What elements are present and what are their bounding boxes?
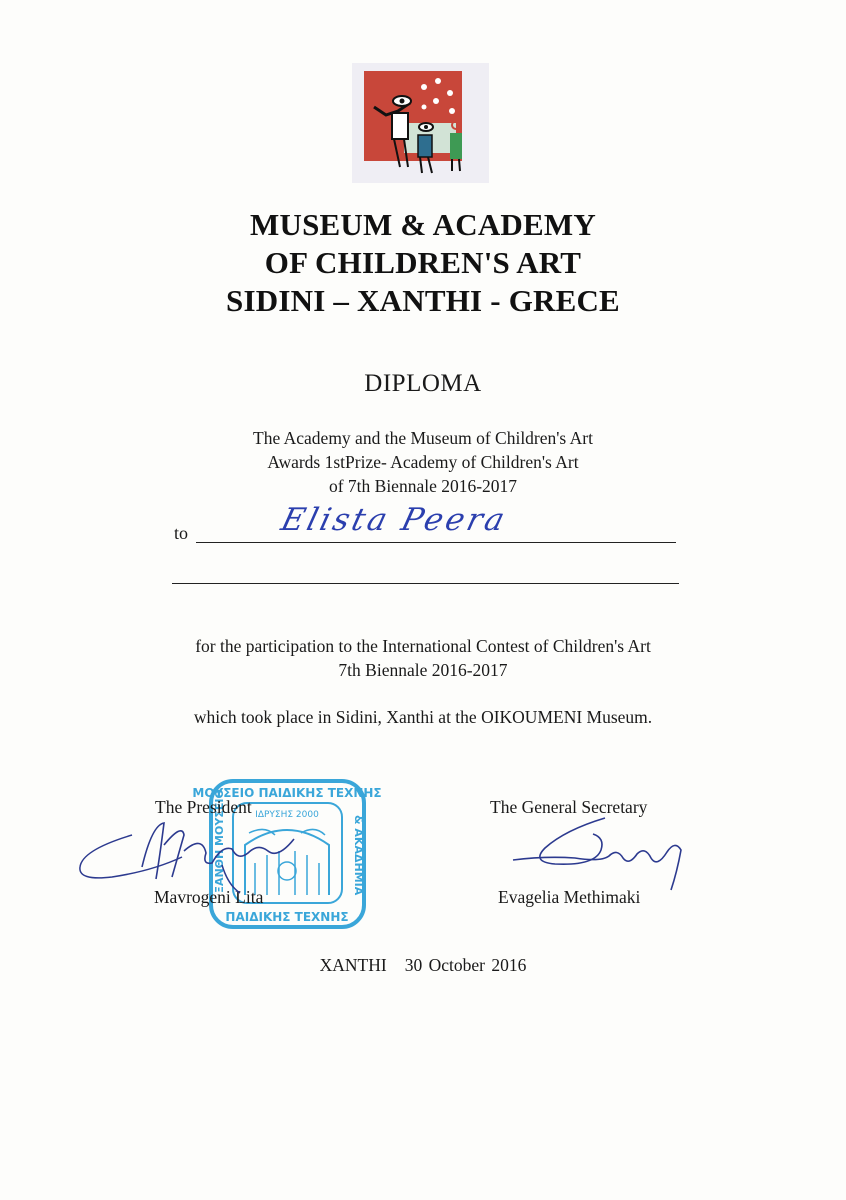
academy-logo [352, 63, 489, 183]
president-signature [72, 805, 312, 915]
award-line-1: The Academy and the Museum of Children's Art [253, 428, 593, 448]
svg-text:ΙΔΡΥΣΗΣ 2000: ΙΔΡΥΣΗΣ 2000 [255, 810, 319, 820]
institution-title-line-1: MUSEUM & ACADEMY [250, 207, 596, 242]
document-title: DIPLOMA [364, 370, 482, 397]
institution-location: SIDINI – XANTHI - GRECE [226, 283, 620, 318]
president-title: The President [155, 797, 252, 817]
recipient-name-handwritten: Elista Peera [277, 502, 512, 538]
issue-date-line [0, 955, 846, 976]
president-name: Mavrogeni Lita [154, 887, 264, 907]
award-line-3: of 7th Biennale 2016-2017 [328, 476, 518, 496]
award-line-2: Awards 1stPrize- Academy of Children's Art [267, 452, 579, 472]
recipient-line-extra [172, 583, 679, 584]
issue-city: XANTHI [319, 955, 387, 975]
to-label: to [174, 523, 189, 543]
svg-text:& ΑΚΑΔΗΜΙΑ: & ΑΚΑΔΗΜΙΑ [352, 815, 365, 896]
svg-text:ΜΟΥΣΕΙΟ ΠΑΙΔΙΚΗΣ ΤΕΧΝΗΣ: ΜΟΥΣΕΙΟ ΠΑΙΔΙΚΗΣ ΤΕΧΝΗΣ [192, 786, 382, 800]
secretary-signature [505, 810, 705, 895]
secretary-title: The General Secretary [490, 797, 648, 817]
svg-text:ΞΑΝΘΗ ΜΟΥΣΕΙΟ: ΞΑΝΘΗ ΜΟΥΣΕΙΟ [213, 789, 226, 893]
recipient-line [196, 542, 676, 543]
issue-date: 30 October 2016 [404, 955, 527, 975]
institution-title-line-2: OF CHILDREN'S ART [264, 245, 582, 280]
participation-line-1: for the participation to the International Contest of Children's Art [195, 636, 651, 656]
secretary-name: Evagelia Methimaki [498, 887, 641, 907]
svg-text:ΠΑΙΔΙΚΗΣ ΤΕΧΝΗΣ: ΠΑΙΔΙΚΗΣ ΤΕΧΝΗΣ [225, 910, 349, 924]
participation-place: which took place in Sidini, Xanthi at the OIKOUMENI Museum. [193, 707, 653, 727]
participation-line-2: 7th Biennale 2016-2017 [338, 660, 508, 680]
